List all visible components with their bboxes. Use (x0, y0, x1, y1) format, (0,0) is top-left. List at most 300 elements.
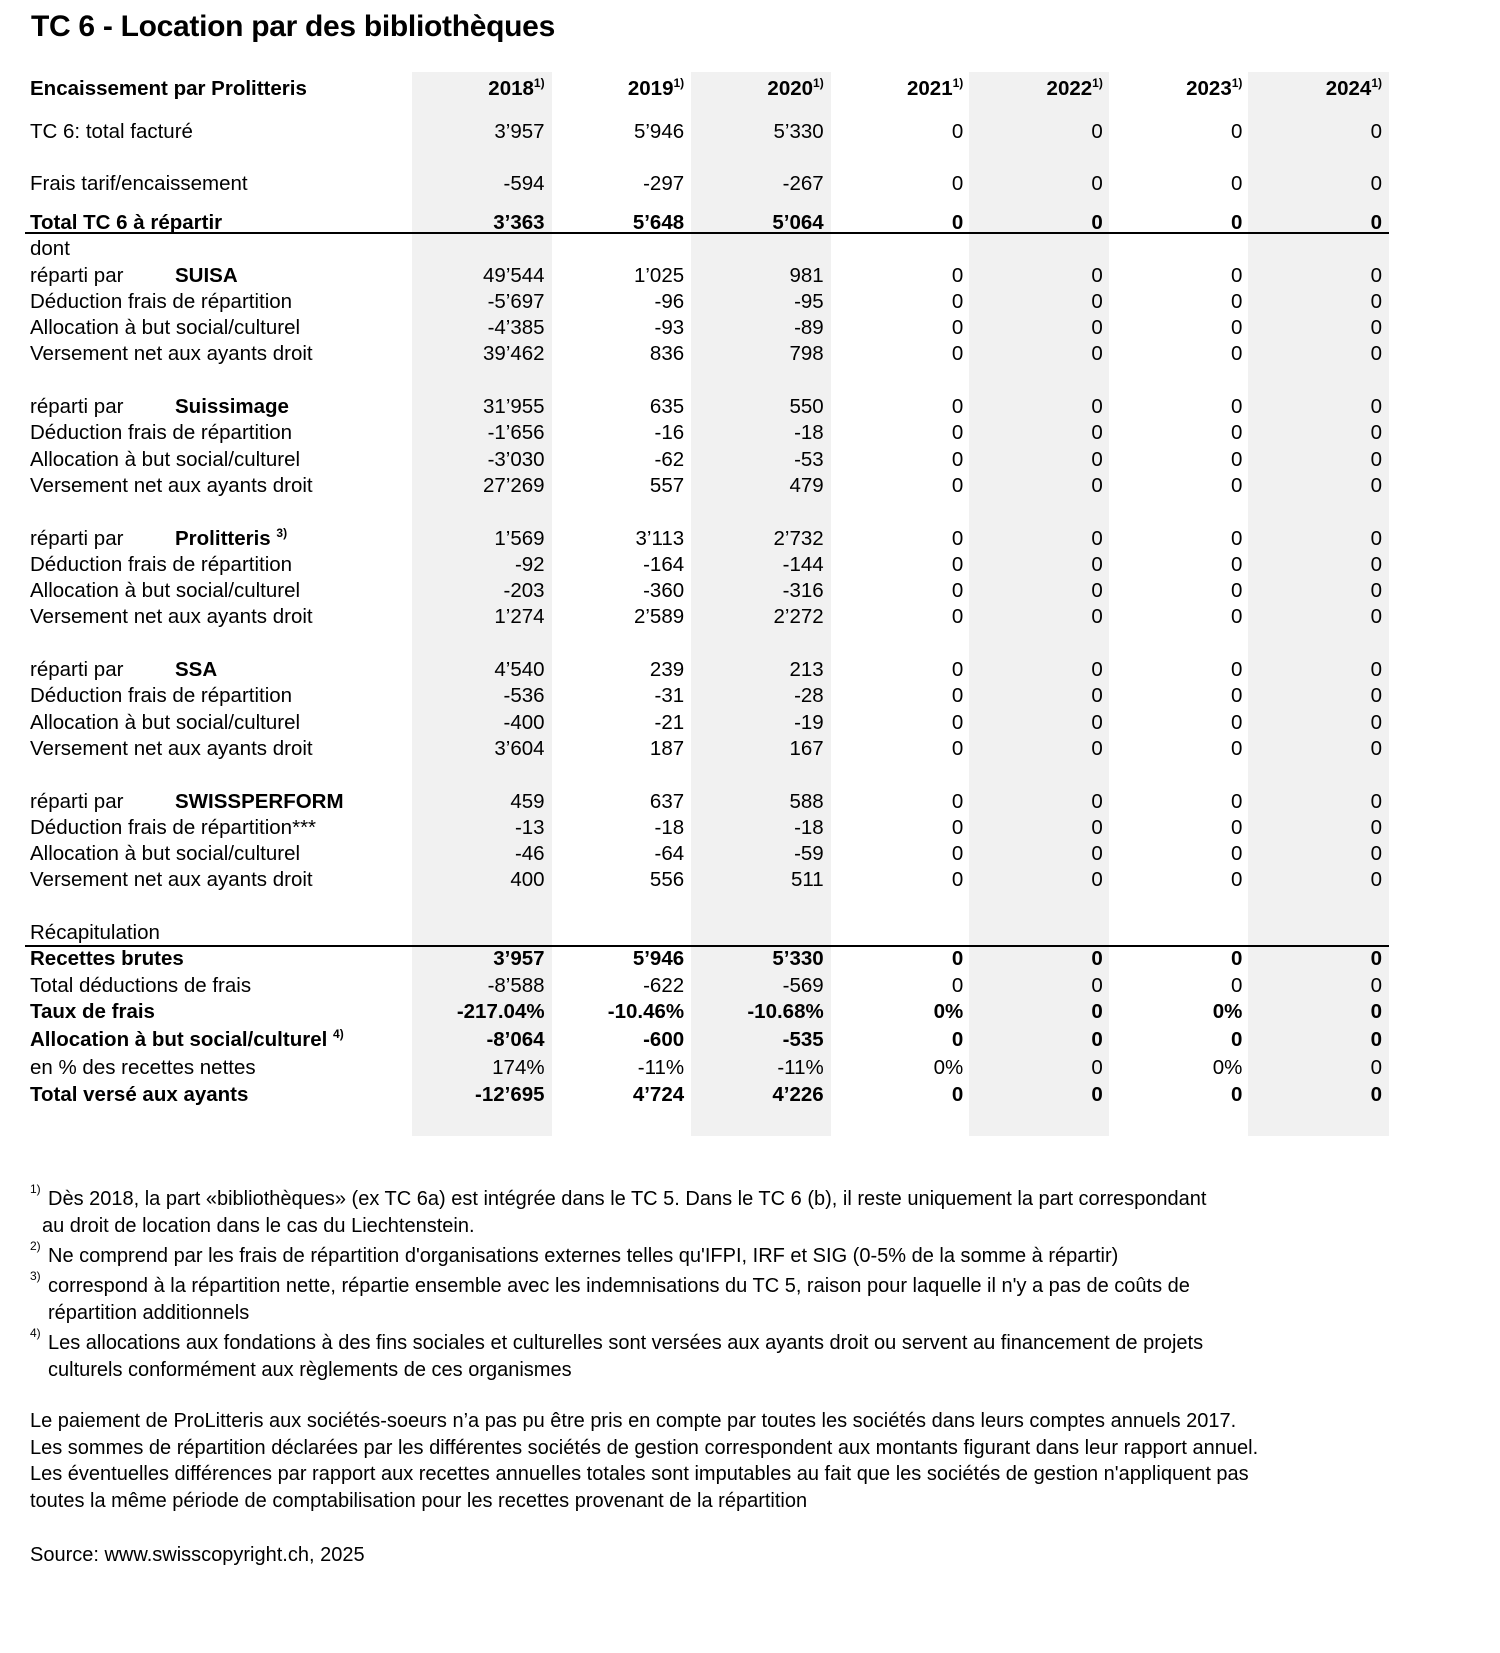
org-allocation-row (25, 710, 1389, 736)
value-cell-2024: 0 (1370, 868, 1382, 892)
recap-heading-row (25, 920, 1389, 946)
value-cell-2018: -8’064 (486, 1028, 545, 1052)
table-row (25, 106, 1389, 158)
value-cell-2021: 0 (951, 1082, 964, 1106)
value-cell-2024: 0 (1370, 658, 1382, 682)
row-label: en % des recettes nettes (30, 1056, 256, 1080)
value-cell-2024: 0 (1370, 789, 1382, 813)
value-cell-2022: 0 (1091, 736, 1103, 760)
value-cell-2022: 0 (1091, 658, 1103, 682)
value-cell-2021: 0 (951, 447, 964, 471)
value-cell-2019: 637 (649, 789, 685, 813)
value-cell-2023: 0 (1230, 342, 1243, 366)
value-cell-2018: 1’569 (494, 526, 545, 550)
value-cell-2018: -217.04% (456, 999, 545, 1023)
value-cell-2020: 167 (789, 736, 824, 760)
value-cell-2022: 0 (1091, 119, 1103, 143)
value-cell-2021: 0 (951, 868, 964, 892)
value-cell-2020: -144 (782, 552, 824, 576)
value-cell-2020: -267 (782, 171, 824, 195)
year-header-2021: 2021$^{1)}$ (906, 76, 964, 100)
value-cell-2019: 836 (649, 342, 685, 366)
value-cell-2022: 0 (1091, 973, 1103, 997)
table-row (25, 158, 1389, 210)
value-cell-2018: -12’695 (475, 1082, 545, 1106)
value-cell-2018: 3’957 (493, 947, 545, 971)
paragraph-line: toutes la même période de comptabilisation pour les recettes provenant de la répartition (30, 1489, 808, 1512)
value-cell-2019: 239 (649, 658, 685, 682)
value-cell-2019: 556 (649, 868, 685, 892)
value-cell-2023: 0 (1230, 789, 1243, 813)
value-cell-2021: 0 (951, 421, 964, 445)
value-cell-2019: 5’648 (632, 211, 685, 234)
footnote-ref: 1) (673, 76, 685, 91)
value-cell-2024: 0 (1370, 526, 1382, 550)
value-cell-2020: -18 (794, 421, 824, 445)
value-cell-2022: 0 (1091, 421, 1103, 445)
value-cell-2024: 0 (1370, 552, 1382, 576)
footnote-ref: 1) (1092, 76, 1103, 91)
org-deduction-row (25, 289, 1389, 315)
value-cell-2023: 0 (1230, 684, 1243, 708)
value-cell-2018: 174% (492, 1056, 545, 1080)
value-cell-2019: 557 (649, 473, 685, 497)
org-deduction-row (25, 420, 1389, 446)
recap-row (25, 973, 1389, 999)
value-cell-2020: 5’330 (772, 947, 824, 971)
value-cell-2024: 0 (1370, 171, 1382, 195)
row-label: Recettes brutes (30, 947, 184, 971)
value-cell-2024: 0 (1370, 710, 1382, 734)
value-cell-2019: -21 (654, 710, 685, 734)
value-cell-2023: 0 (1230, 119, 1243, 143)
footnote-ref: 1) (1231, 76, 1243, 91)
value-cell-2020: 213 (789, 658, 824, 682)
value-cell-2019: -16 (654, 421, 685, 445)
value-cell-2022: 0 (1091, 947, 1103, 971)
value-cell-2022: 0 (1091, 395, 1103, 419)
value-cell-2024: 0 (1370, 1082, 1382, 1106)
row-label: Total TC 6 à répartir (30, 211, 223, 234)
recap-row (25, 1025, 1389, 1055)
value-cell-2018: -46 (514, 842, 545, 866)
value-cell-2020: -59 (794, 842, 824, 866)
footnote-line: répartition additionnels (48, 1302, 250, 1324)
value-cell-2023: 0 (1230, 868, 1243, 892)
value-cell-2022: 0 (1091, 473, 1103, 497)
org-reparti-row (25, 394, 1389, 420)
value-cell-2018: -594 (503, 171, 545, 195)
value-cell-2018: 3’604 (494, 736, 545, 760)
value-cell-2023: 0 (1230, 211, 1243, 234)
value-cell-2019: 5’946 (632, 947, 685, 971)
footnote-line: Dès 2018, la part «bibliothèques» (ex TC 6a) est intégrée dans le TC 5. Dans le TC 6 (b), il reste uniquement la part correspondant (48, 1188, 1207, 1210)
reparti-prefix: réparti par (30, 658, 124, 682)
value-cell-2023: 0 (1230, 579, 1243, 603)
value-cell-2023: 0 (1230, 447, 1243, 471)
org-reparti-row (25, 526, 1389, 552)
value-cell-2022: 0 (1091, 526, 1103, 550)
value-cell-2024: 0 (1370, 947, 1382, 971)
footnote-2: 2) Ne comprend par les frais de répartition d'organisations externes telles qu'IFPI, IRF et SIG (0-5% de la somme à répartir) (30, 1243, 1430, 1270)
value-cell-2020: 981 (789, 263, 824, 287)
paragraph-line: Le paiement de ProLitteris aux sociétés-soeurs n’a pas pu être pris en compte par toutes les sociétés dans leurs comptes annuels 2017. (30, 1410, 1237, 1432)
value-cell-2021: 0 (951, 684, 964, 708)
org-allocation-row (25, 447, 1389, 473)
value-cell-2018: 400 (510, 868, 545, 892)
value-cell-2022: 0 (1091, 342, 1103, 366)
value-cell-2018: 459 (510, 789, 545, 813)
value-cell-2019: 3’113 (635, 526, 685, 550)
value-cell-2021: 0 (951, 789, 964, 813)
organization-name: Suissimage (175, 395, 289, 419)
value-cell-2024: 0 (1370, 263, 1382, 287)
org-reparti-row (25, 789, 1389, 815)
value-cell-2024: 0 (1370, 579, 1382, 603)
value-cell-2021: 0 (951, 710, 964, 734)
value-cell-2023: 0 (1230, 289, 1243, 313)
value-cell-2023: 0 (1230, 395, 1243, 419)
row-label: Versement net aux ayants droit (30, 342, 313, 366)
value-cell-2018: -536 (503, 684, 545, 708)
value-cell-2020: 4’226 (772, 1082, 824, 1106)
value-cell-2020: 550 (789, 395, 824, 419)
value-cell-2020: -10.68% (747, 999, 824, 1023)
value-cell-2020: 511 (791, 868, 824, 892)
value-cell-2021: 0% (933, 1056, 964, 1080)
value-cell-2022: 0 (1091, 211, 1103, 234)
reparti-prefix: réparti par (30, 395, 124, 419)
org-reparti-row (25, 657, 1389, 683)
footnote-1: 1) Dès 2018, la part «bibliothèques» (ex TC 6a) est intégrée dans le TC 5. Dans le TC 6 (b), il reste uniquement la part correspondant au droit de location dans le cas du Liechtenstein. (30, 1186, 1430, 1240)
org-allocation-row (25, 315, 1389, 341)
value-cell-2024: 0 (1370, 473, 1382, 497)
footnote-line: au droit de location dans le cas du Liechtenstein. (42, 1215, 475, 1237)
value-cell-2021: 0 (951, 342, 964, 366)
year-header-2019: 2019$^{1)}$ (627, 76, 685, 100)
value-cell-2022: 0 (1091, 579, 1103, 603)
value-cell-2021: 0% (933, 999, 964, 1023)
value-cell-2019: -164 (643, 552, 685, 576)
footnote-4: 4) Les allocations aux fondations à des fins sociales et culturelles sont versées aux ayants droit ou servent au financement de projets culturels conformément aux règlements de ces organismes (30, 1330, 1430, 1384)
org-versement-row (25, 736, 1389, 762)
value-cell-2023: 0 (1230, 658, 1243, 682)
value-cell-2021: 0 (951, 973, 964, 997)
value-cell-2019: -93 (654, 316, 685, 340)
value-cell-2021: 0 (951, 119, 964, 143)
footnote-line: correspond à la répartition nette, répartie ensemble avec les indemnisations du TC 5, raison pour laquelle il n'y a pas de coûts de (48, 1275, 1190, 1297)
org-deduction-row (25, 683, 1389, 709)
row-label: Allocation à but social/culturel (30, 1028, 328, 1052)
value-cell-2021: 0 (951, 1028, 964, 1052)
value-cell-2022: 0 (1091, 842, 1103, 866)
footnote-3: 3) correspond à la répartition nette, répartie ensemble avec les indemnisations du TC 5, raison pour laquelle il n'y a pas de coûts de répartition additionnels (30, 1273, 1430, 1327)
value-cell-2024: 0 (1370, 316, 1382, 340)
value-cell-2020: -19 (794, 710, 824, 734)
value-cell-2019: -297 (643, 171, 685, 195)
value-cell-2018: -92 (514, 552, 545, 576)
value-cell-2021: 0 (951, 579, 964, 603)
source-line: Source: www.swisscopyright.ch, 2025 (30, 1544, 365, 1566)
value-cell-2024: 0 (1370, 684, 1382, 708)
total-row (25, 210, 1389, 236)
value-cell-2022: 0 (1091, 868, 1103, 892)
row-label: Déduction frais de répartition (30, 684, 293, 708)
recap-row (25, 999, 1389, 1025)
distribution-table (25, 72, 1389, 1136)
reparti-prefix: réparti par (30, 263, 124, 287)
value-cell-2023: 0 (1230, 473, 1243, 497)
value-cell-2018: 39’462 (483, 342, 545, 366)
value-cell-2024: 0 (1370, 119, 1382, 143)
value-cell-2021: 0 (951, 395, 964, 419)
value-cell-2024: 0 (1370, 211, 1382, 234)
value-cell-2018: -4’385 (487, 316, 545, 340)
year-header-2024: 2024$^{1)}$ (1325, 76, 1382, 100)
value-cell-2018: 3’363 (493, 211, 545, 234)
row-label: Allocation à but social/culturel (30, 842, 301, 866)
value-cell-2018: 3’957 (494, 119, 545, 143)
value-cell-2020: 588 (789, 789, 824, 813)
row-label: Allocation à but social/culturel (30, 579, 301, 603)
page-title: TC 6 - Location par des bibliothèques (31, 10, 555, 43)
value-cell-2022: 0 (1091, 999, 1103, 1023)
value-cell-2018: -1’656 (487, 421, 545, 445)
value-cell-2024: 0 (1370, 999, 1382, 1023)
org-allocation-row (25, 841, 1389, 867)
value-cell-2023: 0 (1230, 263, 1243, 287)
value-cell-2020: 479 (789, 473, 824, 497)
value-cell-2021: 0 (951, 736, 964, 760)
value-cell-2021: 0 (951, 526, 964, 550)
value-cell-2024: 0 (1370, 1056, 1382, 1080)
row-label: Total versé aux ayants (30, 1082, 249, 1106)
value-cell-2019: 2’589 (633, 605, 685, 629)
value-cell-2022: 0 (1091, 171, 1103, 195)
value-cell-2020: 2’732 (773, 526, 824, 550)
footnote-ref: 1) (1371, 76, 1382, 91)
organization-name: SWISSPERFORM (175, 789, 344, 813)
value-cell-2023: 0 (1230, 710, 1243, 734)
value-cell-2023: 0% (1212, 1056, 1243, 1080)
value-cell-2022: 0 (1091, 684, 1103, 708)
value-cell-2018: 49’544 (483, 263, 545, 287)
reparti-prefix: réparti par (30, 526, 124, 550)
value-cell-2020: -95 (794, 289, 824, 313)
value-cell-2018: 4’540 (494, 658, 545, 682)
value-cell-2019: -96 (654, 289, 685, 313)
value-cell-2018: -3’030 (487, 447, 545, 471)
footnote-ref: 1) (813, 76, 824, 91)
value-cell-2020: -53 (794, 447, 824, 471)
value-cell-2024: 0 (1370, 1028, 1382, 1052)
row-label: Déduction frais de répartition*** (30, 815, 317, 839)
value-cell-2022: 0 (1091, 289, 1103, 313)
value-cell-2021: 0 (951, 552, 964, 576)
value-cell-2021: 0 (951, 211, 964, 234)
row-label: Déduction frais de répartition (30, 289, 293, 313)
org-allocation-row (25, 578, 1389, 604)
value-cell-2020: -89 (794, 316, 824, 340)
footnote-line: culturels conformément aux règlements de ces organismes (48, 1359, 572, 1381)
value-cell-2021: 0 (951, 605, 964, 629)
value-cell-2021: 0 (951, 289, 964, 313)
value-cell-2019: 4’724 (632, 1082, 685, 1106)
value-cell-2023: 0 (1230, 736, 1243, 760)
row-label: Taux de frais (30, 999, 155, 1023)
value-cell-2018: -8’588 (487, 973, 545, 997)
organization-name: SUISA (175, 263, 238, 287)
value-cell-2018: 31’955 (483, 395, 545, 419)
org-versement-row (25, 473, 1389, 499)
value-cell-2022: 0 (1091, 552, 1103, 576)
explanatory-paragraph (30, 1408, 1430, 1514)
dont-row (25, 236, 1389, 262)
value-cell-2021: 0 (951, 316, 964, 340)
value-cell-2019: -64 (654, 842, 685, 866)
value-cell-2022: 0 (1091, 1028, 1103, 1052)
value-cell-2021: 0 (951, 473, 964, 497)
value-cell-2023: 0 (1230, 171, 1243, 195)
value-cell-2024: 0 (1370, 605, 1382, 629)
value-cell-2019: -62 (654, 447, 685, 471)
value-cell-2024: 0 (1370, 342, 1382, 366)
value-cell-2023: 0 (1230, 526, 1243, 550)
row-label: Allocation à but social/culturel (30, 316, 301, 340)
data-table (25, 72, 1389, 1108)
value-cell-2022: 0 (1091, 447, 1103, 471)
value-cell-2023: 0 (1230, 421, 1243, 445)
value-cell-2018: -5’697 (487, 289, 545, 313)
value-cell-2023: 0 (1230, 605, 1243, 629)
value-cell-2020: 798 (789, 342, 824, 366)
value-cell-2024: 0 (1370, 736, 1382, 760)
value-cell-2020: 5’064 (772, 211, 824, 234)
recap-row (25, 1082, 1389, 1108)
org-deduction-row (25, 815, 1389, 841)
value-cell-2021: 0 (951, 263, 964, 287)
value-cell-2019: -10.46% (607, 999, 685, 1023)
row-label: dont (30, 237, 70, 261)
value-cell-2019: -600 (643, 1028, 685, 1052)
value-cell-2020: -18 (794, 815, 824, 839)
org-versement-row (25, 604, 1389, 630)
row-label: Versement net aux ayants droit (30, 605, 313, 629)
value-cell-2021: 0 (951, 815, 964, 839)
organization-name: Prolitteris (175, 526, 271, 550)
year-header-2020: 2020$^{1)}$ (767, 76, 824, 100)
paragraph-line: Les sommes de répartition déclarées par les différentes sociétés de gestion correspondent aux montants figurant dans leur rapport annuel. (30, 1436, 1259, 1459)
year-header-2023: 2023$^{1)}$ (1186, 76, 1243, 100)
value-cell-2019: 5’946 (633, 119, 685, 143)
value-cell-2018: -203 (503, 579, 545, 603)
value-cell-2023: 0 (1230, 552, 1243, 576)
value-cell-2019: 187 (649, 736, 685, 760)
footnotes (30, 1182, 1430, 1387)
recap-heading: Récapitulation (30, 921, 160, 945)
row-label: Total déductions de frais (30, 973, 252, 997)
value-cell-2020: -569 (782, 973, 824, 997)
value-cell-2020: -316 (782, 579, 824, 603)
header-row (25, 72, 1389, 106)
value-cell-2020: -11% (777, 1056, 824, 1080)
row-label: Allocation à but social/culturel (30, 447, 301, 471)
value-cell-2018: 27’269 (483, 473, 545, 497)
value-cell-2019: -31 (654, 684, 685, 708)
value-cell-2023: 0 (1230, 1028, 1243, 1052)
value-cell-2019: -360 (643, 579, 685, 603)
value-cell-2024: 0 (1370, 289, 1382, 313)
value-cell-2018: -13 (514, 815, 545, 839)
value-cell-2024: 0 (1370, 421, 1382, 445)
value-cell-2020: 5’330 (773, 119, 824, 143)
value-cell-2024: 0 (1370, 815, 1382, 839)
row-label: Déduction frais de répartition (30, 552, 293, 576)
value-cell-2022: 0 (1091, 815, 1103, 839)
value-cell-2019: -11% (637, 1056, 685, 1080)
header-label: Encaissement par Prolitteris (30, 76, 307, 100)
recap-row (25, 946, 1389, 972)
year-header-2018: 2018$^{1)}$ (488, 76, 545, 100)
row-label: Versement net aux ayants droit (30, 736, 313, 760)
value-cell-2023: 0 (1230, 973, 1243, 997)
value-cell-2023: 0 (1230, 316, 1243, 340)
value-cell-2019: -622 (643, 973, 685, 997)
value-cell-2022: 0 (1091, 789, 1103, 813)
value-cell-2022: 0 (1091, 263, 1103, 287)
value-cell-2022: 0 (1091, 710, 1103, 734)
org-deduction-row (25, 552, 1389, 578)
recap-row (25, 1055, 1389, 1081)
row-label: Versement net aux ayants droit (30, 473, 313, 497)
org-versement-row (25, 341, 1389, 367)
value-cell-2023: 0 (1230, 842, 1243, 866)
value-cell-2022: 0 (1091, 1056, 1103, 1080)
footnote-ref: 1) (952, 76, 964, 91)
org-versement-row (25, 867, 1389, 893)
value-cell-2020: -28 (794, 684, 824, 708)
row-label: Versement net aux ayants droit (30, 868, 313, 892)
footnote-ref: 1) (533, 76, 545, 91)
value-cell-2023: 0 (1230, 1082, 1243, 1106)
paragraph-line: Les éventuelles différences par rapport aux recettes annuelles totales sont imputables au fait que les sociétés de gestion n'appliquent pas (30, 1463, 1249, 1485)
org-reparti-row (25, 263, 1389, 289)
row-label: Allocation à but social/culturel (30, 710, 301, 734)
reparti-prefix: réparti par (30, 789, 124, 813)
value-cell-2018: 1’274 (494, 605, 545, 629)
footnote-line: Les allocations aux fondations à des fins sociales et culturelles sont versées aux ayants droit ou servent au financement de projets (48, 1332, 1204, 1354)
value-cell-2024: 0 (1370, 447, 1382, 471)
value-cell-2022: 0 (1091, 316, 1103, 340)
value-cell-2023: 0 (1230, 947, 1243, 971)
value-cell-2024: 0 (1370, 842, 1382, 866)
value-cell-2024: 0 (1370, 973, 1382, 997)
footnote-ref: 3) (276, 525, 288, 540)
value-cell-2021: 0 (951, 842, 964, 866)
value-cell-2022: 0 (1091, 1082, 1103, 1106)
value-cell-2019: 635 (649, 395, 685, 419)
value-cell-2024: 0 (1370, 395, 1382, 419)
value-cell-2021: 0 (951, 947, 964, 971)
value-cell-2020: 2’272 (773, 605, 824, 629)
value-cell-2019: -18 (654, 815, 685, 839)
value-cell-2019: 1’025 (633, 263, 685, 287)
value-cell-2023: 0% (1212, 999, 1243, 1023)
value-cell-2023: 0 (1230, 815, 1243, 839)
year-header-2022: 2022$^{1)}$ (1046, 76, 1103, 100)
footnote-line: Ne comprend par les frais de répartition d'organisations externes telles qu'IFPI, IRF et SIG (0-5% de la somme à répartir) (48, 1245, 1119, 1267)
value-cell-2022: 0 (1091, 605, 1103, 629)
